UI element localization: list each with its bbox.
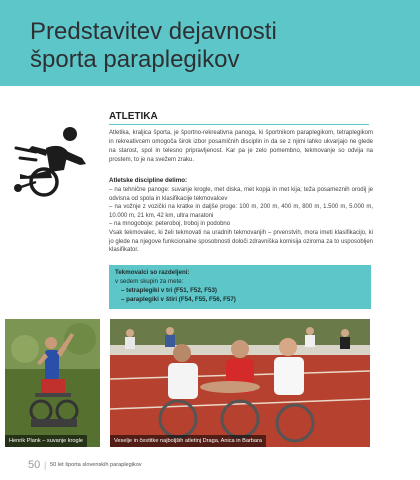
discipline-item: – na mnogoboje: peteroboj, troboj in podobno — [109, 221, 231, 228]
page-title — [30, 18, 277, 74]
discipline-item: – na tehnične panoge: suvanje krogle, met diska, met kopja in met kija; teža posameznih orodij je odvisna od spola in klasifikacije tekmovalcev — [109, 187, 373, 202]
footer-separator: | — [44, 460, 47, 470]
info-box-item: – tetraplegiki v tri (F51, F52, F53) — [121, 287, 217, 294]
photo-celebration — [110, 319, 370, 447]
photo-caption: Veselje in čestitke najboljših atletinj Draga, Anica in Barbara — [110, 435, 266, 447]
disciplines-list — [109, 186, 373, 255]
info-box-intro: v sedem skupin za mete: — [115, 278, 184, 285]
discipline-item: – na vožnje z vozički na kratke in daljše proge: 100 m, 200 m, 400 m, 800 m, 1.500 m, 5.000 m, 10.000 m, 21 km, 42 km, ultra maratoni — [109, 204, 373, 219]
photo-shot-put-image — [5, 319, 100, 447]
wheelchair-athlete-icon — [6, 124, 92, 200]
page-number: 50 — [28, 459, 41, 471]
classification-paragraph: Vsak tekmovalec, ki želi tekmovati na uradnih tekmovanjih – prvenstvih, mora imeti klasifikacijo, ki jo glede na njegove funkcionalne sposobnosti določi zdravniška komisija oziroma za to usposobljen klasifikator. — [109, 229, 373, 254]
page-title-line-2: športa paraplegikov — [30, 46, 240, 73]
info-box-title: Tekmovalci so razdeljeni: — [115, 269, 190, 276]
page-title-line-1: Predstavitev dejavnosti — [30, 18, 277, 45]
classification-info-box — [109, 265, 371, 309]
intro-paragraph: Atletika, kraljica športa, je športno-rekreativna panoga, ki športnikom paraplegikom, tetraplegikom in rekreativcem omogoča širok izbor posamičnih disciplin in da se z njimi lahko ukvarjajo ne glede na starost, spol in telesno pripravljenost. Kar pa je zelo pomembno, tekmovanje so odvija na prostem, to je na svežem zraku. — [109, 130, 373, 163]
publication-title: 50 let športa slovenskih paraplegikov — [50, 462, 142, 468]
section-divider — [109, 124, 369, 125]
section-title: ATLETIKA — [109, 111, 158, 122]
photo-shot-put — [5, 319, 100, 447]
disciplines-heading: Atletske discipline delimo: — [109, 177, 188, 184]
photo-caption: Henrik Plank – suvanje krogle — [5, 435, 87, 447]
photo-celebration-image — [110, 319, 370, 447]
info-box-item: – paraplegiki v štiri (F54, F55, F56, F57) — [121, 296, 236, 303]
